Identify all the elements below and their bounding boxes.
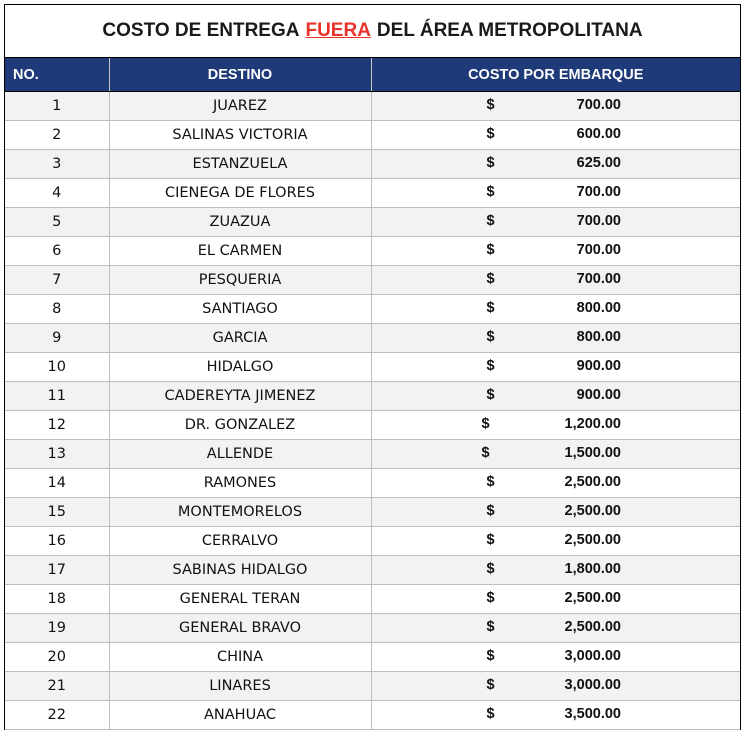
table-row <box>5 498 740 527</box>
currency-symbol: $ <box>486 619 495 635</box>
row-destino: ZUAZUA <box>109 208 371 237</box>
table-row <box>5 672 740 701</box>
currency-symbol: $ <box>486 561 495 577</box>
row-destino: CIENEGA DE FLORES <box>109 179 371 208</box>
row-number: 12 <box>5 411 109 440</box>
row-destino: SANTIAGO <box>109 295 371 324</box>
cost-amount: 3,000.00 <box>564 677 621 693</box>
table-row <box>5 411 740 440</box>
row-costo <box>371 585 740 614</box>
title-prefix: COSTO DE ENTREGA <box>102 20 300 41</box>
currency-symbol: $ <box>486 474 495 490</box>
currency-symbol: $ <box>486 648 495 664</box>
cost-sheet <box>4 4 741 730</box>
currency-symbol: $ <box>486 706 495 722</box>
row-costo <box>371 556 740 585</box>
row-costo <box>371 469 740 498</box>
table-row <box>5 440 740 469</box>
header-no: NO. <box>5 58 109 92</box>
cost-amount: 1,800.00 <box>564 561 621 577</box>
table-row <box>5 208 740 237</box>
row-number: 13 <box>5 440 109 469</box>
currency-symbol: $ <box>486 677 495 693</box>
currency-symbol: $ <box>486 300 495 316</box>
cost-amount: 2,500.00 <box>564 474 621 490</box>
table-row <box>5 585 740 614</box>
row-number: 17 <box>5 556 109 585</box>
row-destino: JUAREZ <box>109 92 371 121</box>
table-row <box>5 701 740 730</box>
row-destino: CADEREYTA JIMENEZ <box>109 382 371 411</box>
cost-amount: 900.00 <box>576 387 621 403</box>
cost-amount: 700.00 <box>576 271 621 287</box>
row-costo <box>371 92 740 121</box>
table-row <box>5 614 740 643</box>
cost-amount: 2,500.00 <box>564 619 621 635</box>
title-highlight: FUERA <box>305 20 371 41</box>
row-destino: CHINA <box>109 643 371 672</box>
cost-amount: 2,500.00 <box>564 532 621 548</box>
cost-amount: 900.00 <box>576 358 621 374</box>
row-number: 10 <box>5 353 109 382</box>
row-costo <box>371 614 740 643</box>
row-costo <box>371 411 740 440</box>
table-row <box>5 179 740 208</box>
currency-symbol: $ <box>486 155 495 171</box>
currency-symbol: $ <box>486 532 495 548</box>
header-destino: DESTINO <box>109 58 371 92</box>
currency-symbol: $ <box>486 329 495 345</box>
row-destino: GENERAL TERAN <box>109 585 371 614</box>
table-row <box>5 382 740 411</box>
currency-symbol: $ <box>486 242 495 258</box>
page-title <box>5 5 740 58</box>
currency-symbol: $ <box>486 184 495 200</box>
row-number: 8 <box>5 295 109 324</box>
row-number: 21 <box>5 672 109 701</box>
cost-amount: 700.00 <box>576 184 621 200</box>
row-number: 2 <box>5 121 109 150</box>
row-costo <box>371 527 740 556</box>
row-costo <box>371 295 740 324</box>
header-row <box>5 58 740 92</box>
row-costo <box>371 324 740 353</box>
row-destino: HIDALGO <box>109 353 371 382</box>
row-destino: GARCIA <box>109 324 371 353</box>
row-number: 22 <box>5 701 109 730</box>
row-destino: PESQUERIA <box>109 266 371 295</box>
table-row <box>5 353 740 382</box>
row-costo <box>371 353 740 382</box>
table-row <box>5 121 740 150</box>
currency-symbol: $ <box>486 213 495 229</box>
cost-amount: 600.00 <box>576 126 621 142</box>
cost-amount: 700.00 <box>576 97 621 113</box>
row-destino: ANAHUAC <box>109 701 371 730</box>
table-row <box>5 266 740 295</box>
row-destino: DR. GONZALEZ <box>109 411 371 440</box>
row-costo <box>371 498 740 527</box>
row-destino: SABINAS HIDALGO <box>109 556 371 585</box>
table-row <box>5 237 740 266</box>
row-number: 6 <box>5 237 109 266</box>
row-costo <box>371 643 740 672</box>
table-row <box>5 643 740 672</box>
cost-amount: 625.00 <box>576 155 621 171</box>
row-destino: ESTANZUELA <box>109 150 371 179</box>
currency-symbol: $ <box>486 126 495 142</box>
cost-amount: 3,000.00 <box>564 648 621 664</box>
row-destino: GENERAL BRAVO <box>109 614 371 643</box>
row-number: 11 <box>5 382 109 411</box>
row-number: 15 <box>5 498 109 527</box>
currency-symbol: $ <box>486 590 495 606</box>
row-number: 7 <box>5 266 109 295</box>
table-row <box>5 150 740 179</box>
row-costo <box>371 266 740 295</box>
row-number: 19 <box>5 614 109 643</box>
cost-amount: 3,500.00 <box>564 706 621 722</box>
currency-symbol: $ <box>486 271 495 287</box>
table-row <box>5 92 740 121</box>
row-costo <box>371 237 740 266</box>
currency-symbol: $ <box>481 416 490 432</box>
currency-symbol: $ <box>486 358 495 374</box>
row-number: 14 <box>5 469 109 498</box>
row-costo <box>371 672 740 701</box>
row-number: 4 <box>5 179 109 208</box>
cost-amount: 1,500.00 <box>564 445 621 461</box>
row-destino: ALLENDE <box>109 440 371 469</box>
row-number: 16 <box>5 527 109 556</box>
header-costo: COSTO POR EMBARQUE <box>371 58 740 92</box>
row-number: 9 <box>5 324 109 353</box>
row-costo <box>371 701 740 730</box>
currency-symbol: $ <box>486 503 495 519</box>
row-costo <box>371 121 740 150</box>
row-destino: EL CARMEN <box>109 237 371 266</box>
cost-table <box>5 58 740 730</box>
cost-amount: 700.00 <box>576 242 621 258</box>
table-row <box>5 295 740 324</box>
title-suffix: DEL ÁREA METROPOLITANA <box>376 20 643 41</box>
table-row <box>5 469 740 498</box>
cost-amount: 800.00 <box>576 329 621 345</box>
table-header <box>5 58 740 92</box>
row-destino: SALINAS VICTORIA <box>109 121 371 150</box>
row-costo <box>371 382 740 411</box>
row-number: 18 <box>5 585 109 614</box>
row-destino: MONTEMORELOS <box>109 498 371 527</box>
row-number: 5 <box>5 208 109 237</box>
row-destino: CERRALVO <box>109 527 371 556</box>
currency-symbol: $ <box>486 387 495 403</box>
cost-amount: 700.00 <box>576 213 621 229</box>
row-costo <box>371 208 740 237</box>
row-number: 1 <box>5 92 109 121</box>
row-costo <box>371 150 740 179</box>
row-costo <box>371 440 740 469</box>
cost-amount: 1,200.00 <box>564 416 621 432</box>
table-row <box>5 324 740 353</box>
currency-symbol: $ <box>481 445 490 461</box>
cost-amount: 2,500.00 <box>564 503 621 519</box>
row-destino: LINARES <box>109 672 371 701</box>
currency-symbol: $ <box>486 97 495 113</box>
table-body <box>5 92 740 730</box>
table-row <box>5 556 740 585</box>
cost-amount: 800.00 <box>576 300 621 316</box>
row-number: 3 <box>5 150 109 179</box>
row-costo <box>371 179 740 208</box>
row-destino: RAMONES <box>109 469 371 498</box>
row-number: 20 <box>5 643 109 672</box>
table-row <box>5 527 740 556</box>
cost-amount: 2,500.00 <box>564 590 621 606</box>
